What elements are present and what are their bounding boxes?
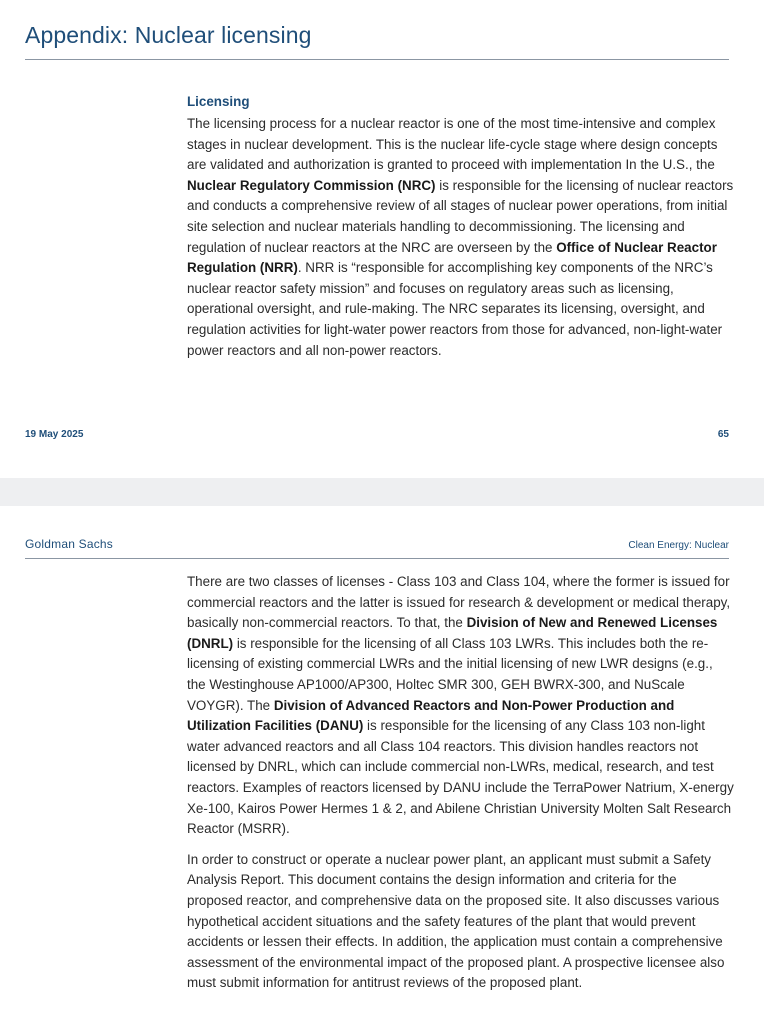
text-run: is responsible for the licensing of all Class 103 LWRs. This includes both the re-licensing of existing commercial LWRs and the initial licensing of new LWR designs (e.g., the Westinghouse AP1000/AP300, Holtec SMR 300, GEH BWRX-300, and NuScale VOYGR). The [187,635,713,713]
license-classes-section [187,572,735,994]
license-classes-paragraph [187,572,735,840]
text-run: The licensing process for a nuclear reactor is one of the most time-intensive and complex stages in nuclear development. This is the nuclear life-cycle stage where design concepts are validated and authorization is granted to proceed with implementation In the U.S., the [187,116,718,173]
report-page-66 [0,506,764,1030]
title-divider [25,59,729,60]
emphasis-dnrl: Division of New and Renewed Licenses (DNRL) [187,615,718,651]
page-title: Appendix: Nuclear licensing [25,22,312,48]
footer-date: 19 May 2025 [25,429,84,440]
emphasis-nrc: Nuclear Regulatory Commission (NRC) [187,177,436,193]
section-heading: Licensing [187,94,250,109]
safety-report-paragraph: In order to construct or operate a nuclear power plant, an applicant must submit a Safety Analysis Report. This document contains the design information and criteria for the proposed reactor, and comprehensive data on the proposed site. It also discusses various hypothetical accident situations and the safety features of the plant that would prevent accidents or lessen their effects. In addition, the application must contain a comprehensive assessment of the environmental impact of the proposed plant. A prospective licensee also must submit information for antitrust reviews of the proposed plant. [187,851,725,991]
emphasis-nrr: Office of Nuclear Reactor Regulation (NRR) [187,239,717,276]
emphasis-danu: Division of Advanced Reactors and Non-Power Production and Utilization Facilities (DANU) [187,697,675,734]
header-divider [25,558,729,559]
page-break [0,478,764,506]
text-run: is responsible for the licensing of any Class 103 non-light water advanced reactors and all Class 104 reactors. This division handles reactors not licensed by DNRL, which can include commercial non-LWRs, medical, research, and test reactors. Examples of reactors licensed by DANU include the TerraPower Natrium, X-energy Xe-100, Kairos Power Hermes 1 & 2, and Abilene Christian University Molten Salt Research Reactor (MSRR). [187,718,734,837]
licensing-paragraph [187,114,735,361]
licensing-section [187,92,735,361]
page-number: 65 [717,429,729,440]
report-series: Clean Energy: Nuclear [628,540,729,551]
text-run: . NRR is “responsible for accomplishing key components of the NRC’s nuclear reactor safety mission” and focuses on regulatory areas such as licensing, operational oversight, and rule-making. The NRC separates its licensing, oversight, and regulation activities for light-water power reactors from those for advanced, non-light-water power reactors and all non-power reactors. [187,260,723,358]
text-run: There are two classes of licenses - Class 103 and Class 104, where the former is issued for commercial reactors and the latter is issued for research & development or medical therapy, basically non-commercial reactors. To that, the [187,574,731,631]
report-page-65 [0,0,764,478]
brand-name: Goldman Sachs [25,537,113,551]
text-run: is responsible for the licensing of nuclear reactors and conducts a comprehensive review of all stages of nuclear power operations, from initial site selection and nuclear materials handling to decommissioning. The licensing and regulation of nuclear reactors at the NRC are overseen by the [187,177,734,255]
